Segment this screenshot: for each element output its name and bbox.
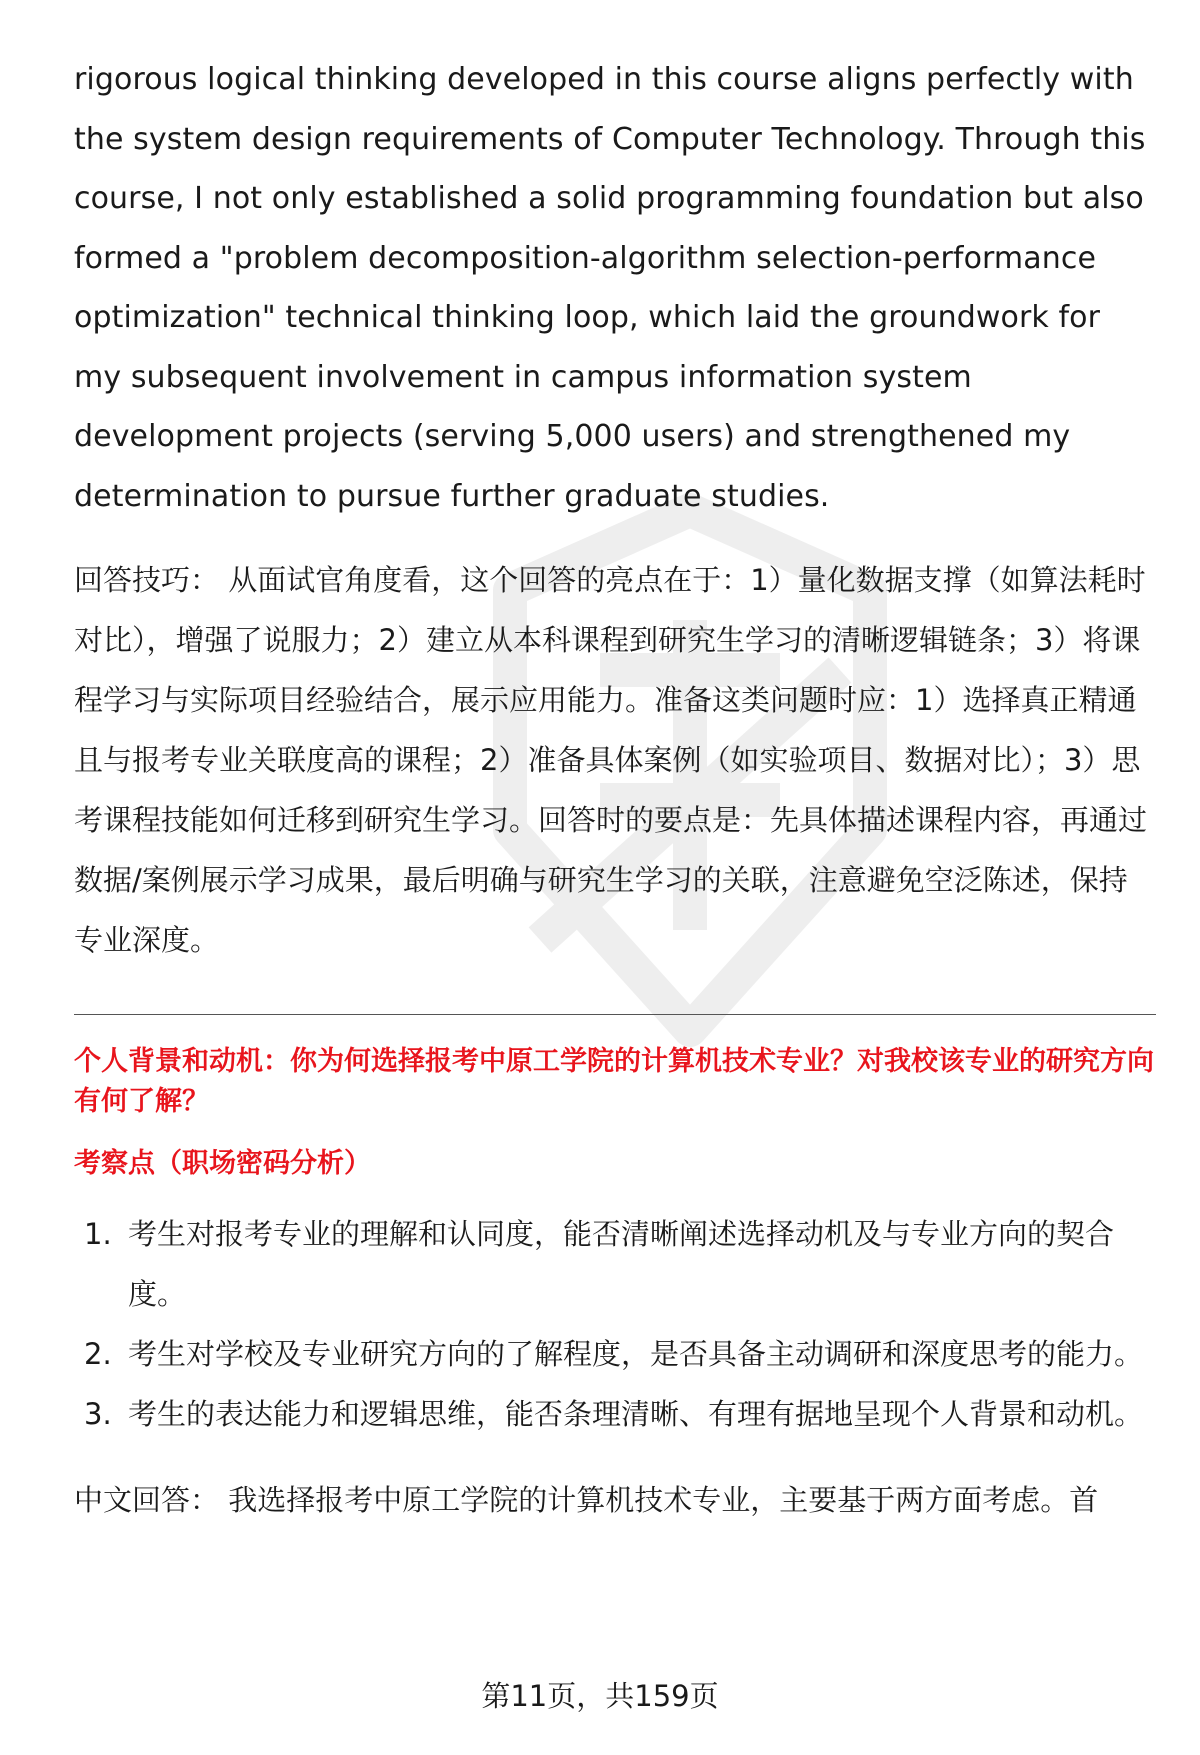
chinese-answer-paragraph: 中文回答： 我选择报考中原工学院的计算机技术专业，主要基于两方面考虑。首 <box>74 1483 1099 1517</box>
analysis-points-list <box>74 1204 1154 1444</box>
list-item <box>74 1324 1154 1384</box>
list-item <box>74 1204 1154 1324</box>
answer-tips-paragraph: 回答技巧： 从面试官角度看，这个回答的亮点在于：1）量化数据支撑（如算法耗时对比），增强了说服力；2）建立从本科课程到研究生学习的清晰逻辑链条；3）将课程学习与实际项目经验结合，展示应用能力。准备这类问题时应：1）选择真正精通且与报考专业关联度高的课程；2）准备具体案例（如实验项目、数据对比）；3）思考课程技能如何迁移到研究生学习。回答时的要点是：先具体描述课程内容，再通过数据/案例展示学习成果，最后明确与研究生学习的关联，注意避免空泛陈述，保持专业深度。 <box>74 563 1148 957</box>
list-item-text: 考生对学校及专业研究方向的了解程度，是否具备主动调研和深度思考的能力。 <box>128 1337 1144 1371</box>
list-item-text: 考生的表达能力和逻辑思维，能否条理清晰、有理有据地呈现个人背景和动机。 <box>128 1397 1144 1431</box>
list-item-text: 考生对报考专业的理解和认同度，能否清晰阐述选择动机及与专业方向的契合度。 <box>128 1217 1115 1311</box>
list-item <box>74 1384 1154 1444</box>
section-divider <box>74 1014 1156 1015</box>
page-number-footer: 第11页，共159页 <box>481 1679 719 1713</box>
list-item-number: 3. <box>84 1397 112 1431</box>
list-item-number: 2. <box>84 1337 112 1371</box>
question-heading: 个人背景和动机：你为何选择报考中原工学院的计算机技术专业？对我校该专业的研究方向有何了解？ <box>74 1046 1154 1117</box>
page-content <box>74 50 1154 1530</box>
list-item-number: 1. <box>84 1217 112 1251</box>
analysis-heading: 考察点（职场密码分析） <box>74 1148 371 1179</box>
intro-paragraph: rigorous logical thinking developed in this course aligns perfectly with the system design requirements of Computer Technology. Through this course, I not only established a solid programming foundation but also formed a "problem decomposition-algorithm selection-performance optimization" technical thinking loop, which laid the groundwork for my subsequent involvement in campus information system development projects (serving 5,000 users) and strengthened my determination to pursue further graduate studies. <box>74 62 1146 514</box>
